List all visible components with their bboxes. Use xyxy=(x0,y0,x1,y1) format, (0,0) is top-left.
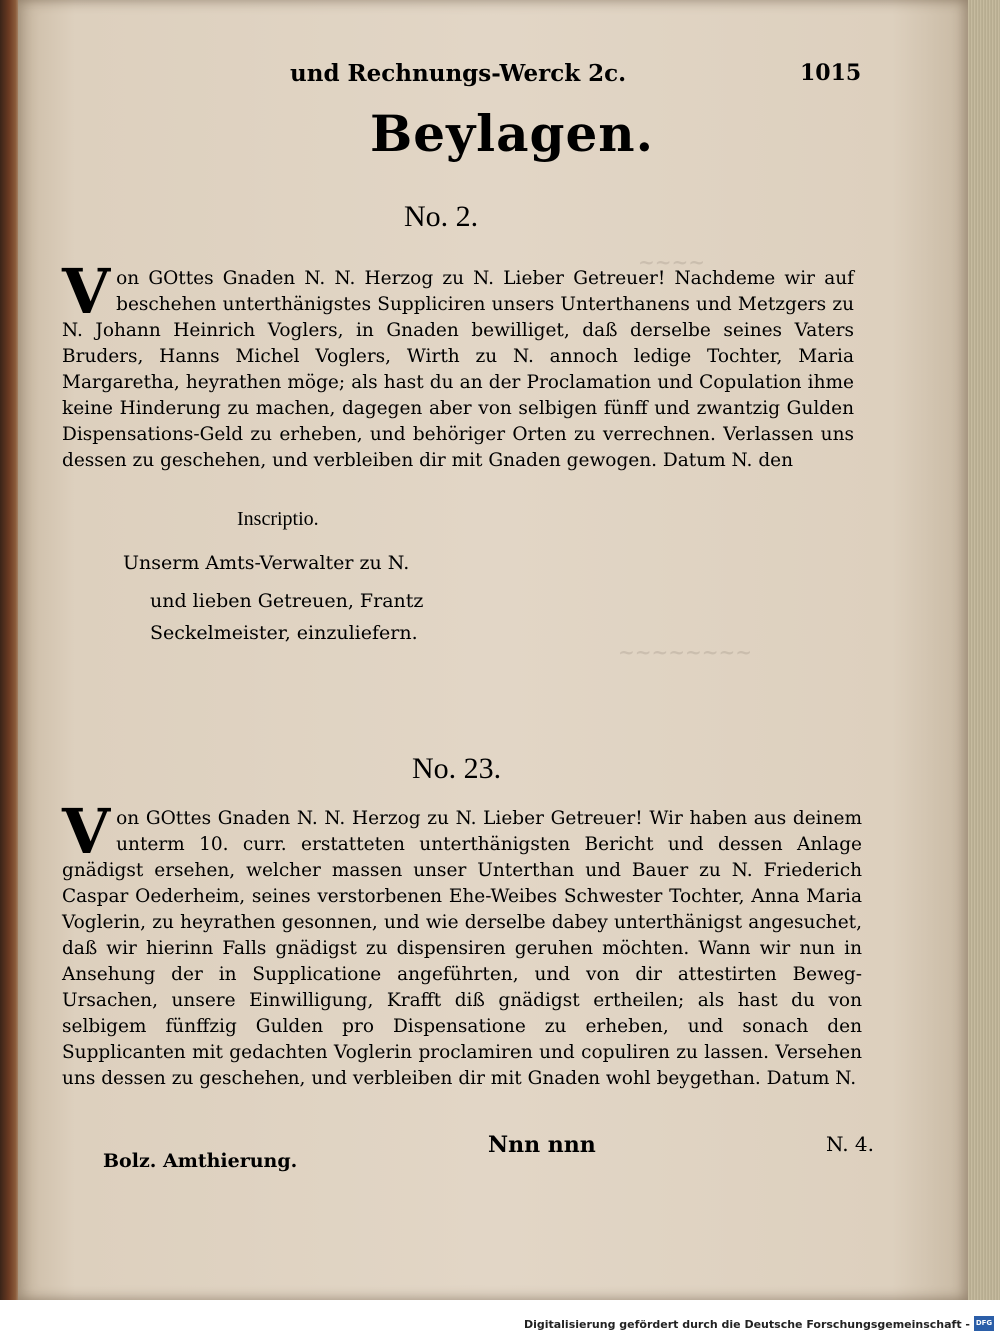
page-title: Beylagen. xyxy=(370,104,655,163)
drop-cap: V xyxy=(62,795,111,868)
decree-no23-paragraph xyxy=(62,795,862,1092)
page-number: 1015 xyxy=(800,60,862,86)
inscriptio-heading: Inscriptio. xyxy=(237,508,319,530)
catchword-left: Bolz. Amthierung. xyxy=(103,1150,298,1172)
signature-mark: Nnn nnn xyxy=(488,1132,596,1158)
running-head: und Rechnungs-Werck 2c. xyxy=(290,60,627,87)
bleed-through-ghost: ~~~~ xyxy=(638,250,706,274)
decree-no2-paragraph xyxy=(62,255,854,474)
dfg-logo-icon: DFG xyxy=(974,1316,994,1331)
bleed-through-ghost: ~~~~~~~~ xyxy=(618,640,753,664)
decree-no23-text: on GOttes Gnaden N. N. Herzog zu N. Lieber Getreuer! Wir haben aus deinem unterm 10. curr. erstatteten unterthänigsten Bericht und dessen Anlage gnädigst ersehen, welcher massen unser Unterthan und Bauer zu N. Friederich Caspar Oederheim, seines verstorbenen Ehe-Weibes Schwester Tochter, Anna Maria Voglerin, zu heyrathen gesonnen, und wie derselbe dabey unterthänigst angesuchet, daß wir hierinn Falls gnädigst zu dispensiren geruhen möchten. Wann wir nun in Ansehung der in Supplicatione angeführten, und von dir attestirten Beweg-Ursachen, unsere Einwilligung, Krafft diß gnädigst ertheilen; als hast du von selbigem fünffzig Gulden pro Dispensatione zu erheben, und sonach den Supplicanten mit gedachten Voglerin proclamiren und copuliren zu lassen. Versehen uns dessen zu geschehen, und verbleiben dir mit Gnaden wohl beygethan. Datum N. xyxy=(62,808,862,1089)
page-stack-edge xyxy=(968,0,1000,1300)
drop-cap: V xyxy=(62,255,111,328)
book-page xyxy=(18,0,968,1300)
digitization-note: Digitalisierung gefördert durch die Deutsche Forschungsgemeinschaft - xyxy=(523,1318,970,1331)
section-label-no23: No. 23. xyxy=(412,752,502,785)
address-line-1: Unserm Amts-Verwalter zu N. xyxy=(123,552,410,574)
catchword-right: N. 4. xyxy=(826,1132,875,1156)
address-line-2: und lieben Getreuen, Frantz xyxy=(150,590,424,612)
address-line-3: Seckelmeister, einzuliefern. xyxy=(150,622,418,644)
decree-no2-text: on GOttes Gnaden N. N. Herzog zu N. Lieber Getreuer! Nachdeme wir auf beschehen unterthänigstes Suppliciren unsers Unterthanens und Metzgers zu N. Johann Heinrich Voglers, in Gnaden bewilliget, daß derselbe seines Vaters Bruders, Hanns Michel Voglers, Wirth zu N. annoch ledige Tochter, Maria Margaretha, heyrathen möge; als hast du an der Proclamation und Copulation ihme keine Hinderung zu machen, dagegen aber von selbigen fünff und zwantzig Gulden Dispensations-Geld zu erheben, und behöriger Orten zu verrechnen. Verlassen uns dessen zu geschehen, und verbleiben dir mit Gnaden gewogen. Datum N. den xyxy=(62,268,854,471)
section-label-no2: No. 2. xyxy=(404,200,479,233)
